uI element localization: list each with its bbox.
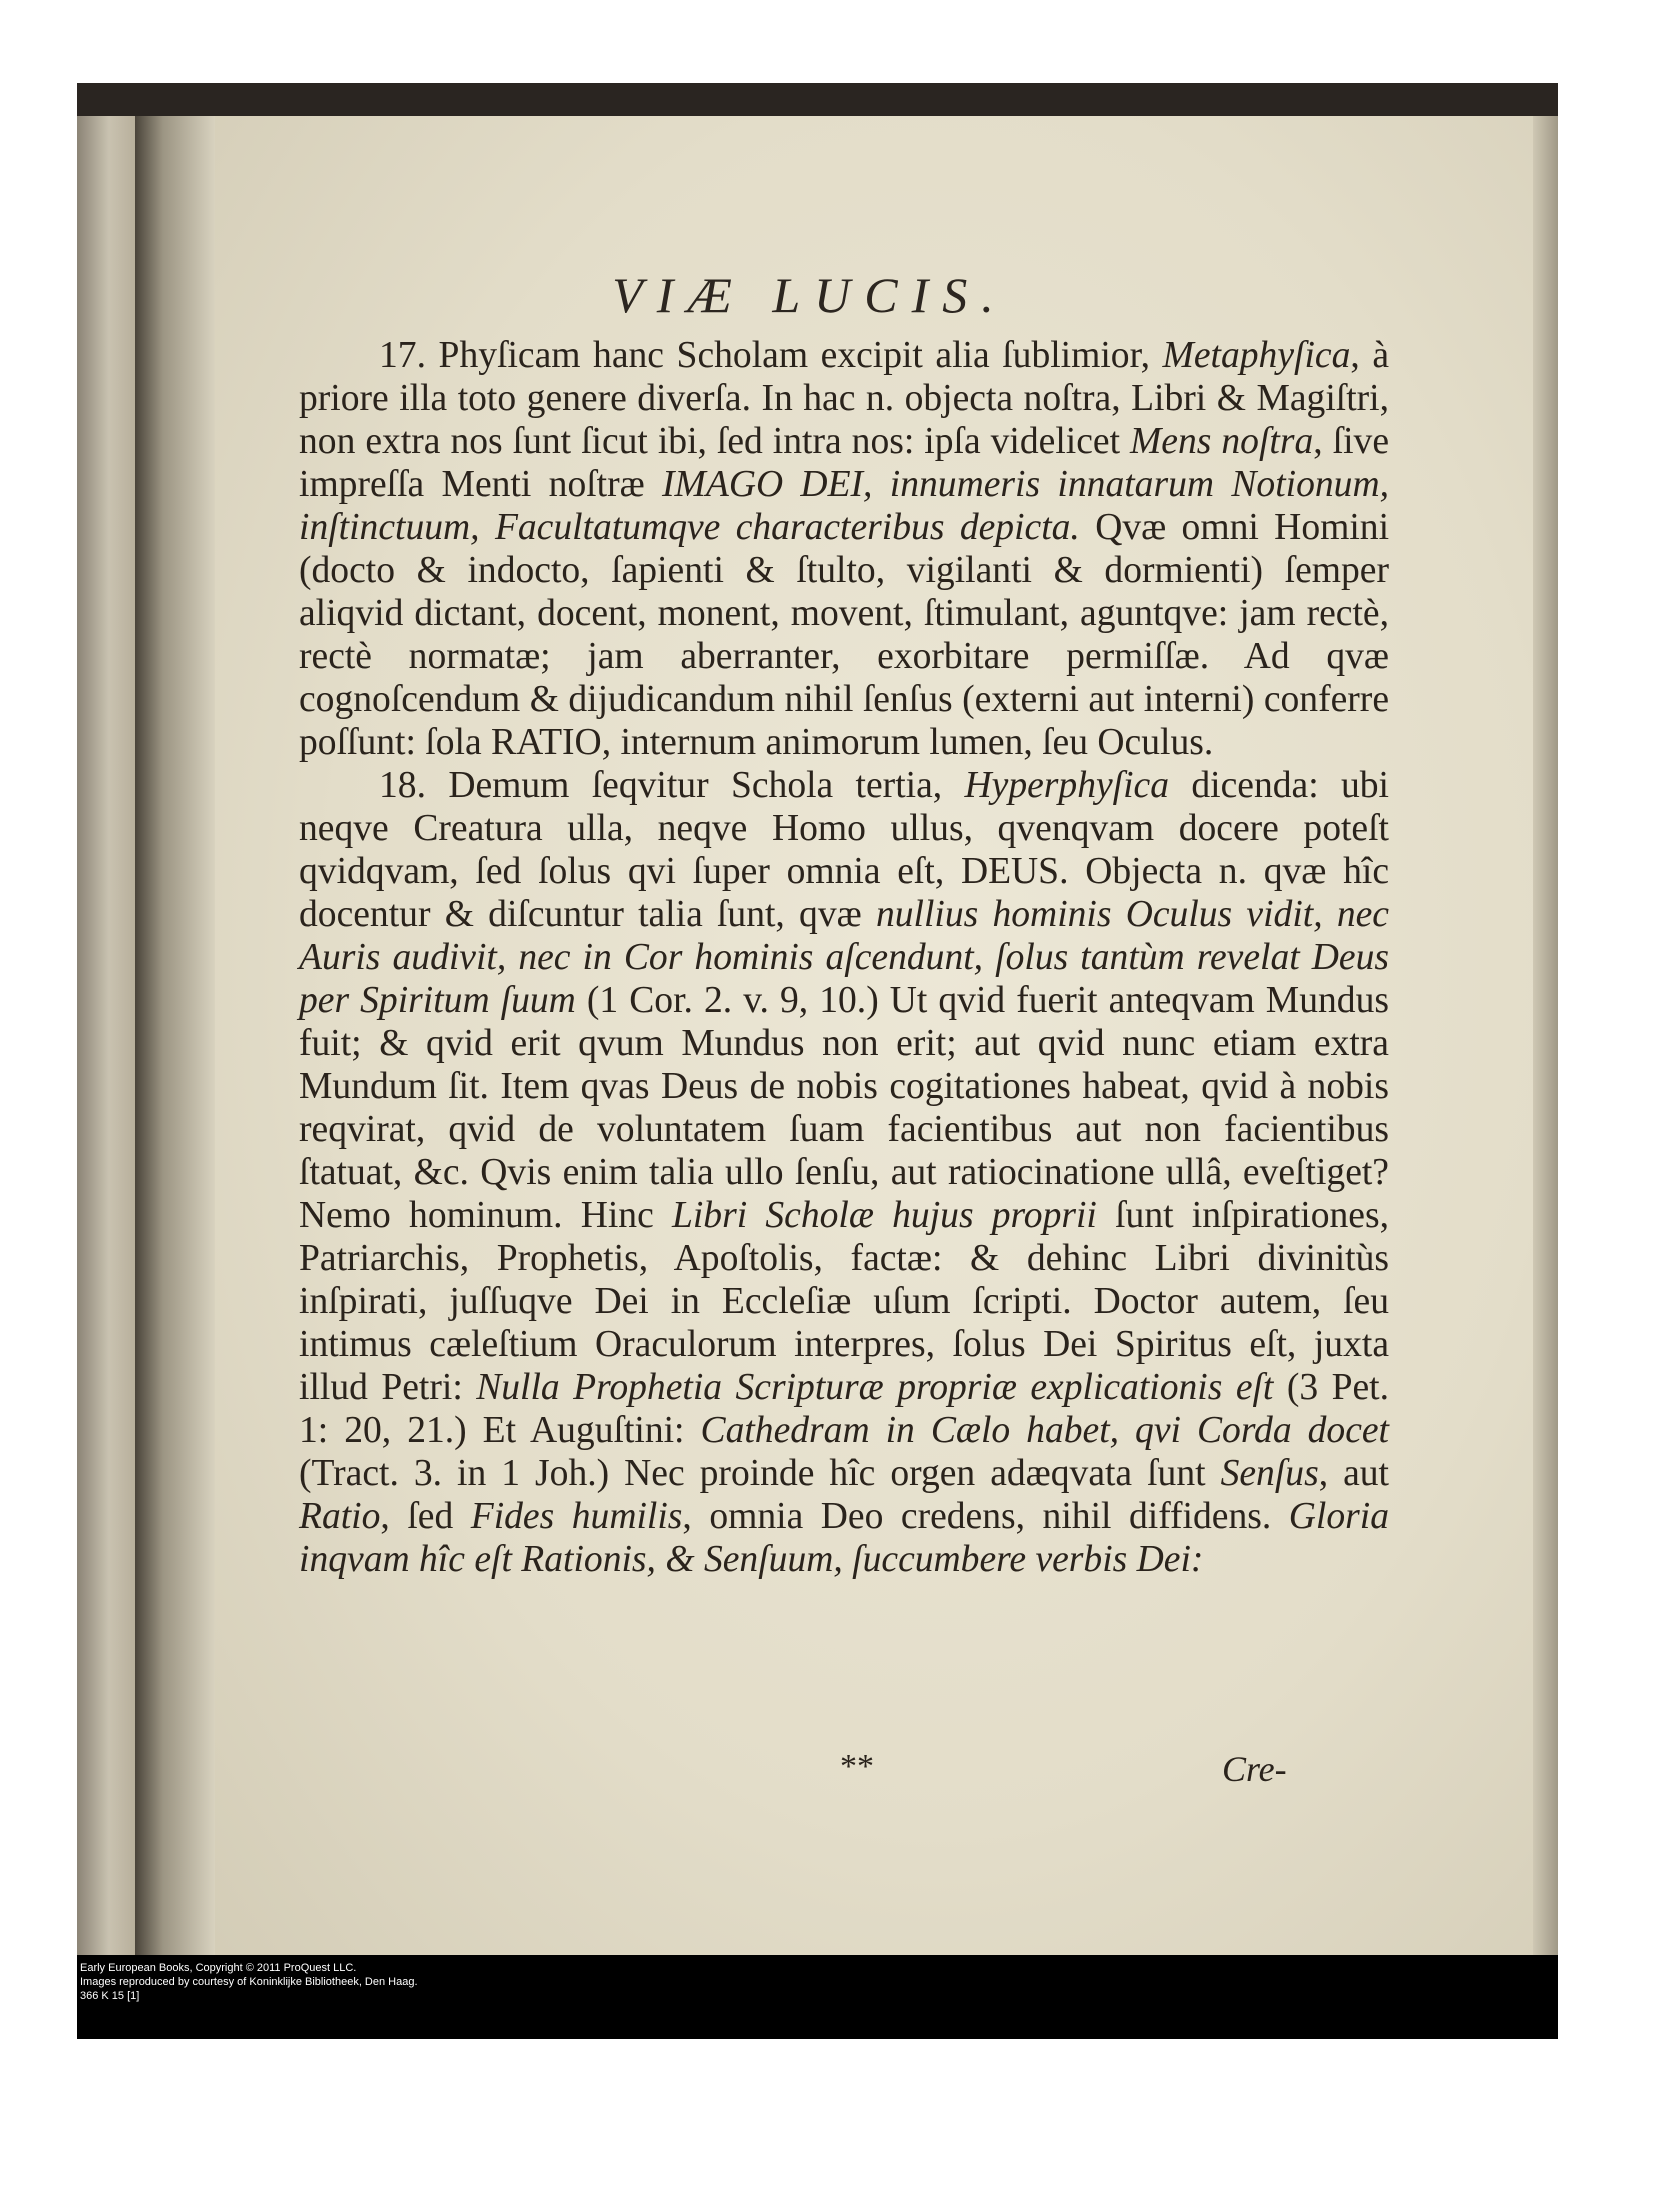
italic-text: Gloria inqvam hîc eſt Rationis, & Senſuum, ſuccumbere verbis Dei: xyxy=(299,1496,1389,1580)
text-run: (Tract. 3. in 1 Joh.) Nec proinde hîc orgen adæqvata ſunt xyxy=(299,1453,1221,1494)
text-run: Qvæ omni Homini (docto & indocto, ſapienti & ſtulto, vigilanti & dormienti) ſemper aliqvid dictant, docent, monent, movent, ſtimulant, aguntqve: jam rectè, rectè normatæ; jam aberranter, exorbitare permiſſæ. Ad qvæ cognoſcendum & dijudicandum nihil ſenſus (externi aut interni) conferre poſſunt: ſola RATIO, internum animorum lumen, ſeu Oculus. xyxy=(299,507,1390,763)
italic-text: Cathedram in Cælo habet, qvi Corda docet xyxy=(700,1410,1389,1451)
text-run: (1 Cor. 2. v. 9, 10.) Ut qvid fuerit anteqvam Mundus fuit; & qvid erit qvum Mundus non erit; aut qvid nunc etiam extra Mundum ſit. Item qvas Deus de nobis cogitationes habeat, qvid à nobis reqvirat, qvid de voluntatem ſuam facientibus aut non facientibus ſtatuat, &c. Qvis enim talia ullo ſenſu, aut ratiocinatione ullâ, eveſtiget? Nemo hominum. Hinc xyxy=(299,980,1389,1236)
scan-frame xyxy=(77,83,1558,2039)
copyright-footer-text xyxy=(80,1961,418,2003)
signature-mark: ** xyxy=(840,1748,874,1785)
catchword: Cre- xyxy=(1222,1749,1287,1789)
page-fore-edge xyxy=(1533,116,1558,1988)
paragraph xyxy=(299,764,1389,1581)
book-gutter xyxy=(135,116,215,1988)
italic-text: Hyperphyſica xyxy=(964,765,1170,806)
italic-text: Ratio xyxy=(299,1496,381,1537)
paragraph-number: 18. xyxy=(379,765,426,806)
book-page xyxy=(215,116,1533,1988)
paragraph-number: 17. xyxy=(379,335,426,376)
italic-text: Senſus xyxy=(1220,1453,1319,1494)
text-run: , ſed xyxy=(380,1496,471,1537)
italic-text: IMAGO DEI, innumeris innatarum Notionum, inſtinctuum, Facultatumqve characteribus depicta. xyxy=(299,464,1389,548)
facing-page-edge xyxy=(77,116,135,1988)
text-run: , à priore illa toto genere diverſa. In hac n. objecta noſtra, Libri & Magiſtri, non extra nos ſunt ſicut ibi, ſed intra nos: ipſa videlicet xyxy=(299,335,1390,462)
running-head: VIÆ LUCIS. xyxy=(612,267,1008,323)
text-run: Phyſicam hanc Scholam excipit alia ſublimior, xyxy=(425,335,1163,376)
italic-text: Fides humilis xyxy=(470,1496,683,1537)
text-run: , omnia Deo credens, nihil diffidens. xyxy=(682,1496,1289,1537)
footer-line: Early European Books, Copyright © 2011 ProQuest LLC. xyxy=(80,1962,357,1974)
text-run: Demum ſeqvitur Schola tertia, xyxy=(425,765,965,806)
body-text xyxy=(299,334,1389,1581)
footer-line: 366 K 15 [1] xyxy=(80,1990,140,2002)
text-run: ſunt inſpirationes, Patriarchis, Prophetis, Apoſtolis, factæ: & dehinc Libri divinitùs inſpirati, juſſuqve Dei in Eccleſiæ uſum ſcripti. Doctor autem, ſeu intimus cæleſtium Oraculorum interpres, ſolus Dei Spiritus eſt, juxta illud Petri: xyxy=(299,1195,1390,1408)
text-run: , ſive impreſſa Menti noſtræ xyxy=(299,421,1389,505)
italic-text: Metaphyſica xyxy=(1162,335,1351,376)
text-run: dicenda: ubi neqve Creatura ulla, neqve Homo ullus, qvenqvam docere poteſt qvidqvam, ſed ſolus qvi ſuper omnia eſt, DEUS. Objecta n. qvæ hîc docentur & diſcuntur talia ſunt, qvæ xyxy=(299,765,1389,935)
italic-text: Mens noſtra xyxy=(1130,421,1314,462)
italic-text: Nulla Prophetia Scripturæ propriæ explicationis eſt xyxy=(476,1367,1274,1408)
italic-text: Libri Scholæ hujus proprii xyxy=(671,1195,1097,1236)
footer-line: Images reproduced by courtesy of Koninklijke Bibliotheek, Den Haag. xyxy=(80,1976,418,1988)
italic-text: nullius hominis Oculus vidit, nec Auris audivit, nec in Cor hominis aſcendunt, ſolus tantùm revelat Deus per Spiritum ſuum xyxy=(299,894,1389,1021)
text-run: , aut xyxy=(1318,1453,1390,1494)
text-run: (3 Pet. 1: 20, 21.) Et Auguſtini: xyxy=(299,1367,1389,1451)
paragraph xyxy=(299,334,1389,764)
